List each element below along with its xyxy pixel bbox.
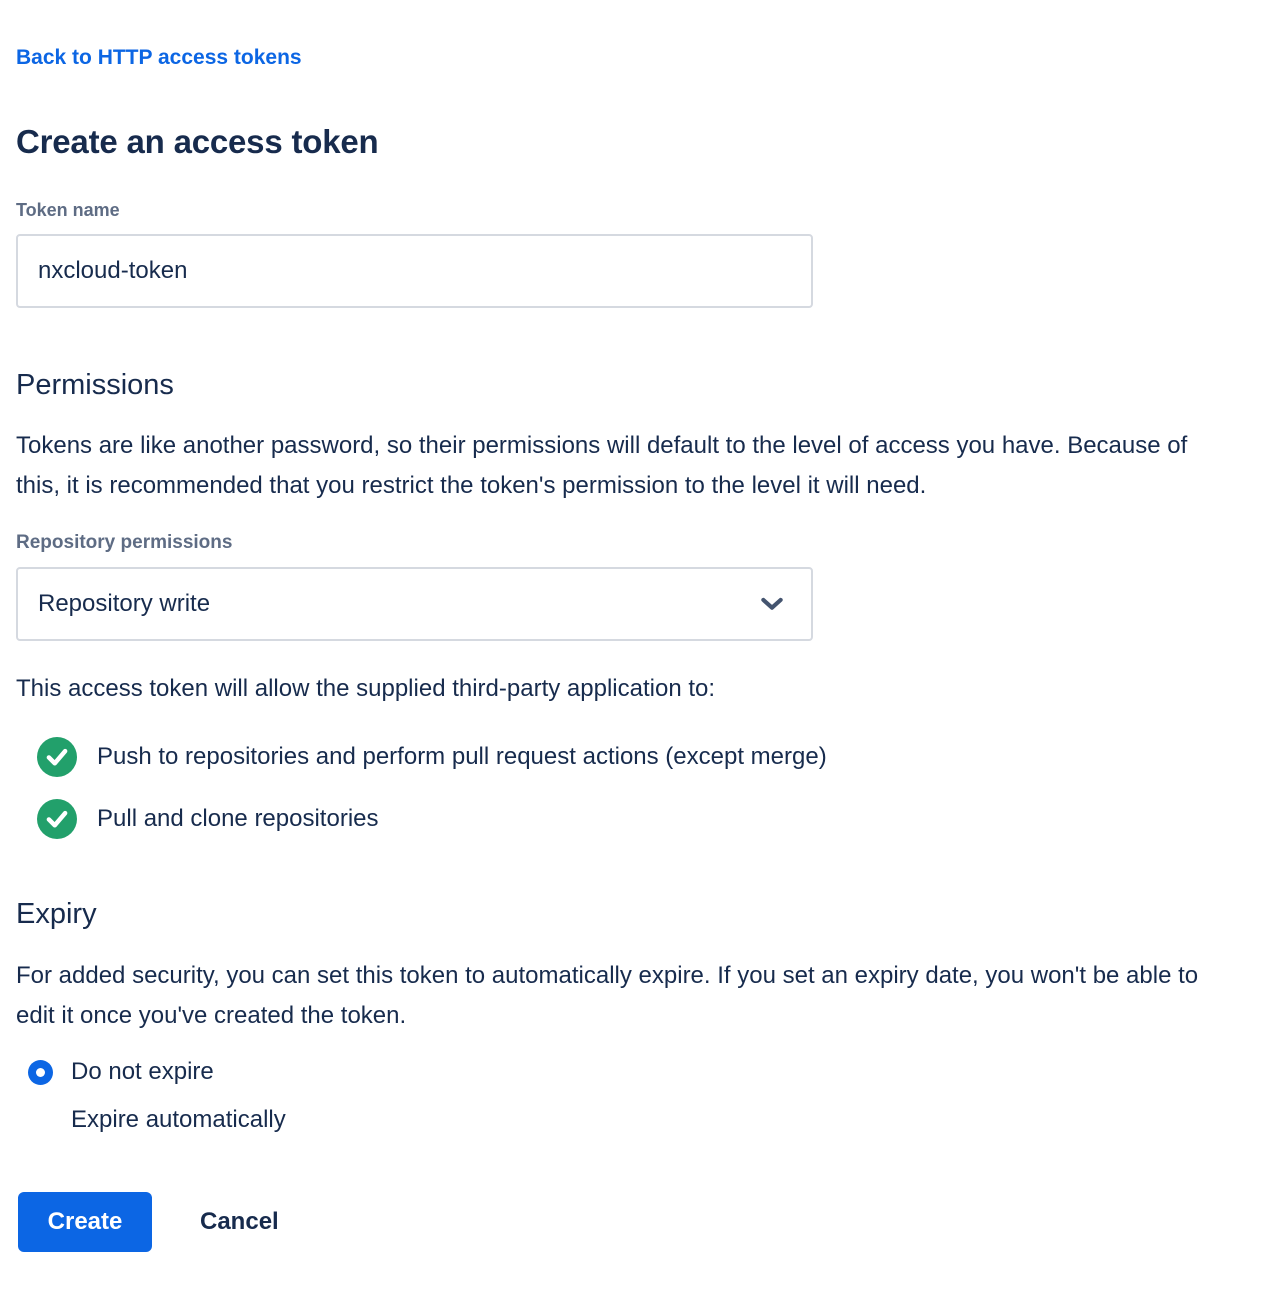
capability-label: Push to repositories and perform pull request actions (except merge) <box>97 743 827 771</box>
create-button[interactable]: Create <box>18 1192 152 1252</box>
chevron-down-icon <box>761 597 783 611</box>
repository-permissions-select[interactable] <box>16 567 813 641</box>
form-actions <box>16 1192 1258 1252</box>
back-to-http-access-tokens-link[interactable]: Back to HTTP access tokens <box>16 46 302 69</box>
radio-label: Expire automatically <box>71 1106 286 1134</box>
capability-label: Pull and clone repositories <box>97 805 379 833</box>
radio-selected-icon[interactable] <box>28 1060 53 1085</box>
capability-item <box>16 799 1258 839</box>
cancel-button[interactable]: Cancel <box>192 1208 287 1236</box>
repository-permissions-selected-value: Repository write <box>38 590 211 618</box>
radio-unselected-icon[interactable] <box>28 1108 53 1133</box>
permissions-description: Tokens are like another password, so their permissions will default to the level of access you have. Because of this, it is recommended that you restrict the token's permission to the level it will need. <box>16 432 1188 500</box>
radio-expire-automatically[interactable] <box>16 1096 1258 1144</box>
expiry-radio-group <box>16 1048 1258 1144</box>
check-icon <box>37 737 77 777</box>
token-allow-intro: This access token will allow the supplied third-party application to: <box>16 675 716 703</box>
capability-item <box>16 737 1258 777</box>
page-title: Create an access token <box>16 123 379 160</box>
token-name-label: Token name <box>16 199 120 220</box>
expiry-description: For added security, you can set this token to automatically expire. If you set an expiry date, you won't be able to edit it once you've created the token. <box>16 962 1199 1030</box>
repository-permissions-label: Repository permissions <box>16 532 233 554</box>
check-icon <box>37 799 77 839</box>
radio-label: Do not expire <box>71 1058 214 1086</box>
radio-do-not-expire[interactable] <box>16 1048 1258 1096</box>
token-name-input[interactable] <box>16 234 813 308</box>
expiry-heading: Expiry <box>16 898 97 931</box>
permissions-heading: Permissions <box>16 368 174 401</box>
